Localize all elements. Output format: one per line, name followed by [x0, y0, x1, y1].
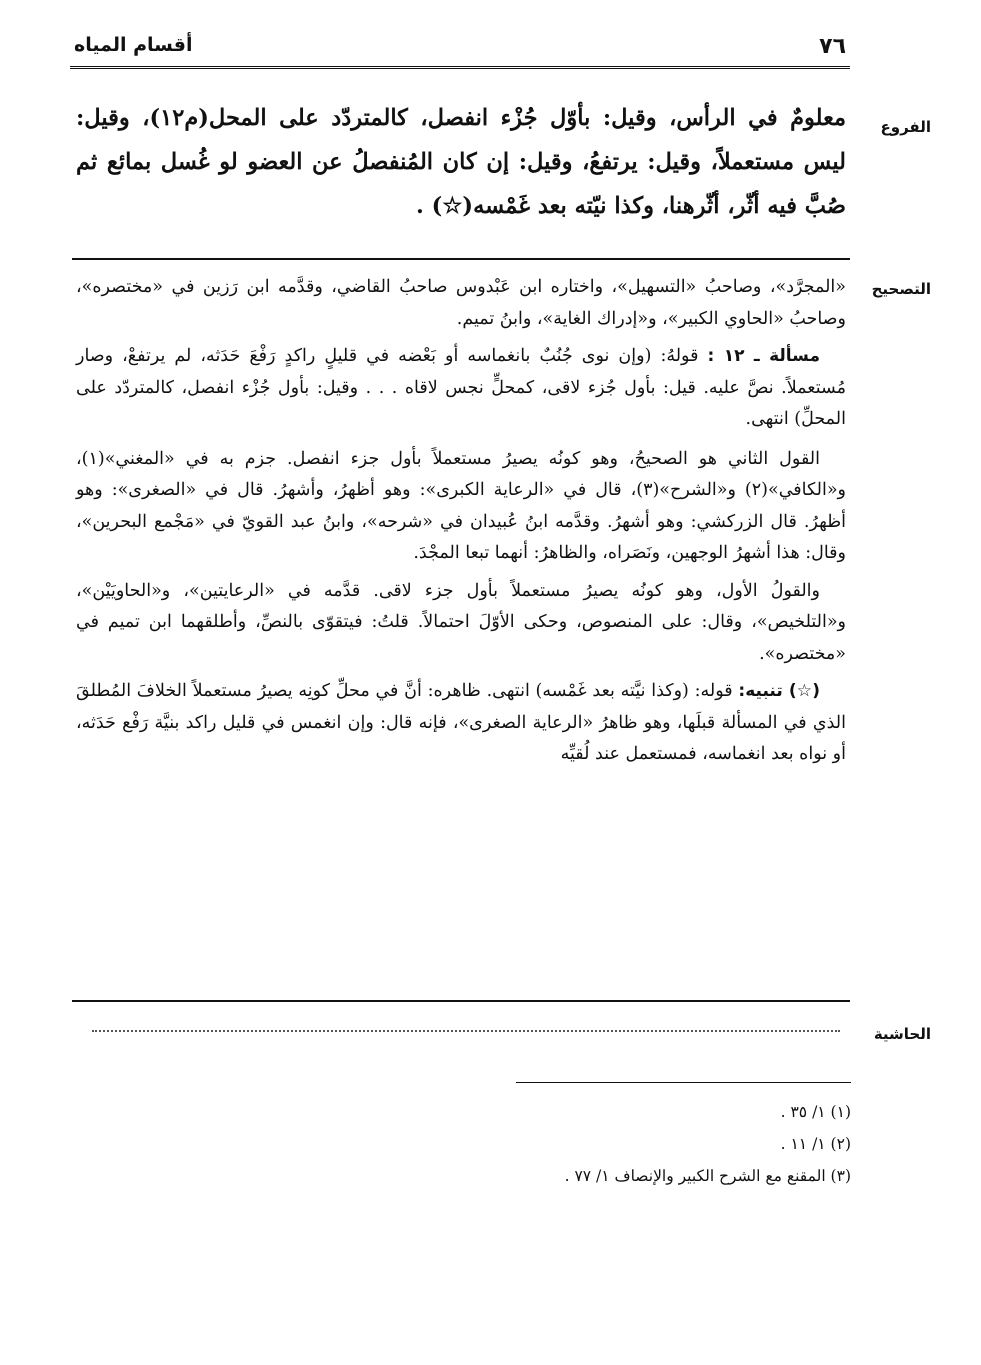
tashih-paragraph-1: «المجرَّد»، وصاحبُ «التسهيل»، واختاره ابن عَبْدوس صاحبُ القاضي، وقدَّمه ابن رَزين في «مختصره»، وصاحبُ «الحاوي الكبير»، و«إدراك الغاية»، وابنُ تميم.: [76, 277, 846, 329]
masala-paragraph: [76, 341, 846, 436]
side-label-hashiya: الحاشية: [873, 1025, 931, 1043]
footnotes: [251, 1096, 851, 1192]
side-label-furu: الفروع: [880, 118, 931, 136]
section-divider-bottom: [72, 1000, 850, 1002]
footnote-1: (١) ١/ ٣٥ .: [780, 1103, 851, 1121]
footnote-3: (٣) المقنع مع الشرح الكبير والإنصاف ١/ ٧٧ .: [564, 1167, 851, 1185]
running-header: [70, 30, 850, 69]
chapter-title: أقسام المياه: [74, 34, 193, 56]
tashih-paragraph-3: القول الثاني هو الصحيحُ، وهو كونُه يصيرُ مستعملاً بأول جزء انفصل. جزم به في «المغني»(١)، و«الكافي»(٢) و«الشرح»(٣)، قال في «الرعاية الكبرى»: وهو أظهرُ، وأشهرُ. قال في «الصغرى»: وهو أظهرُ. قال الزركشي: وهو أشهرُ. وقدَّمه ابنُ عُبيدان في «شرحه»، وابنُ عبد القويّ في «مَجْمع البحرين»، وقال: هذا أشهرُ الوجهين، ونَصَراه، والظاهرُ: أنهما تبعا المجْدَ.: [76, 448, 846, 563]
masala-heading: مسألة ـ ١٢ :: [707, 346, 820, 366]
side-label-tashih: التصحيح: [871, 280, 931, 298]
tanbih-text: قوله: (وكذا نيَّته بعد غَمْسه) انتهى. ظاهره: أنَّ في محلِّ كونِه يصيرُ مستعملاً الخلافَ المُطلقَ الذي في المسألة قبلَها، وهو ظاهرُ «الرعاية الصغرى»، فإنه قال: وإن انغمس في قليل راكد بنيَّة رَفْع حَدَثه، أو نواه بعد انغماسه، فمستعمل عند لُقيِّه: [76, 681, 846, 764]
page-number: ٧٦: [819, 34, 846, 59]
tashih-paragraph-4: والقولُ الأول، وهو كونُه يصيرُ مستعملاً بأول جزء لاقى. قدَّمه في «الرعايتين»، و«الحاويَيْن»، و«التلخيص»، وقال: على المنصوص، وحكى الأوّلَ احتمالاً. قلتُ: فيتقوّى بالنصِّ، وأطلقهما ابن تميم في «مختصره».: [76, 580, 846, 664]
masala-text: قولهُ: (وإن نوى جُنُبٌ بانغماسه أو بَعْضه في قليلٍ راكدٍ رَفْعَ حَدَثه، لم يرتفعْ، وصار مُستعملاً. نصَّ عليه. قيل: بأول جُزء لاقى، كمحلٍّ نجس لاقاه . . . وقيل: بأول جُزْء انفصل، كالمتردّد على المحلِّ) انتهى.: [76, 346, 846, 429]
hashiya-dotted-line: [92, 1030, 840, 1032]
footnote-rule: [516, 1082, 851, 1083]
footnote-2: (٢) ١/ ١١ .: [780, 1135, 851, 1153]
section-divider-top: [72, 258, 850, 260]
tanbih-paragraph: [76, 676, 846, 771]
tanbih-heading: (☆) تنبيه:: [738, 681, 820, 701]
tashih-text: [76, 272, 846, 777]
furu-text: معلومٌ في الرأس، وقيل: بأوّل جُزْء انفصل، كالمتردّد على المحل(م١٢)، وقيل: ليس مستعملاً، وقيل: يرتفعُ، وقيل: إن كان المُنفصلُ عن العضو لو غُسل بمائع ثم صُبَّ فيه أثّر، أثّرهنا، وكذا نيّته بعد غَمْسه(☆) .: [76, 105, 846, 219]
